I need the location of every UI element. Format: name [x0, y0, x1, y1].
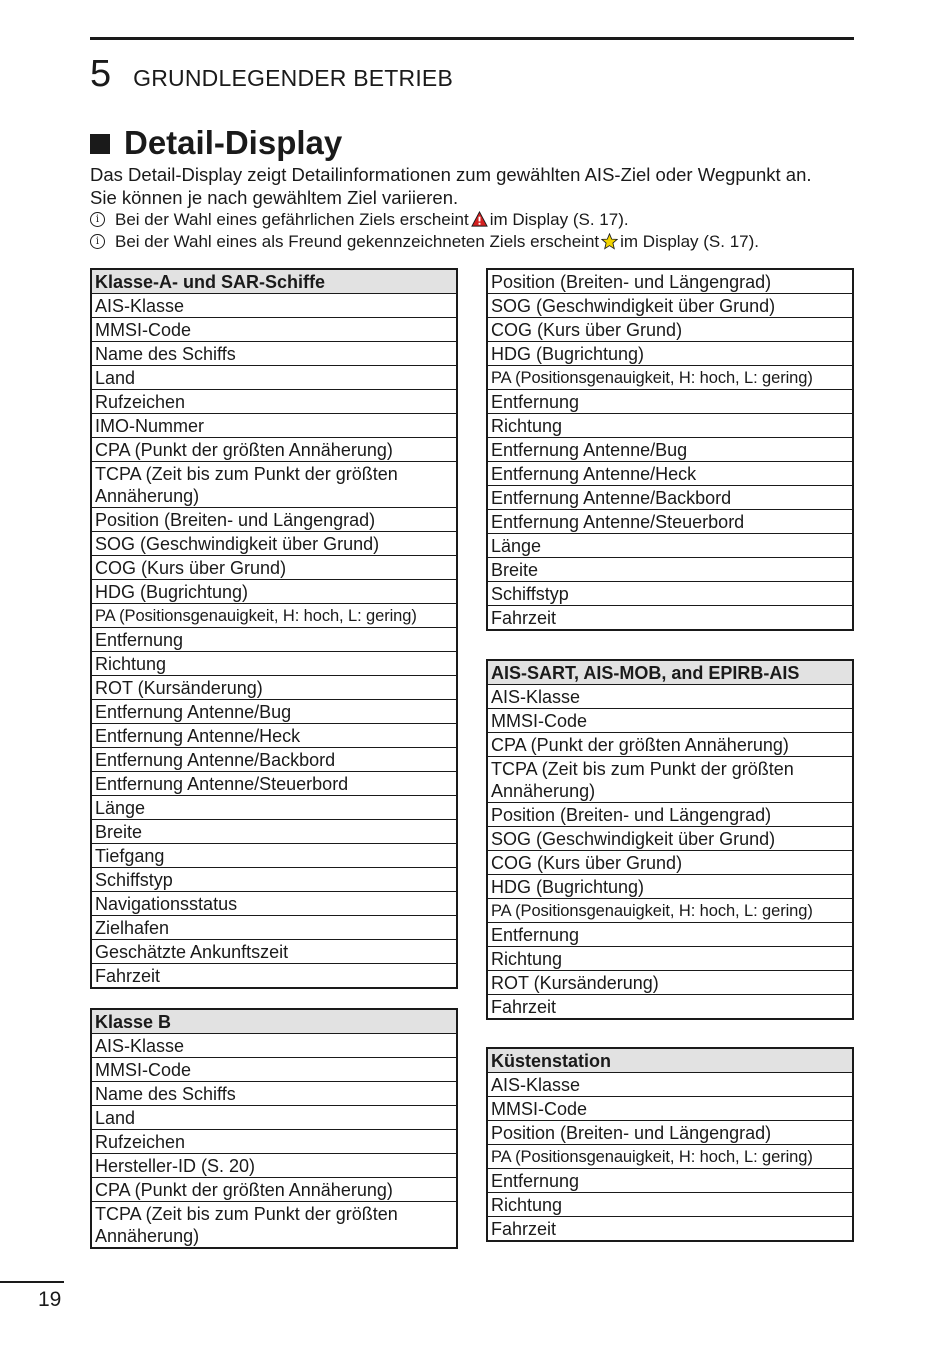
table-row: Rufzeichen — [91, 390, 457, 414]
table-row: Richtung — [487, 947, 853, 971]
table-row: MMSI-Code — [487, 1097, 853, 1121]
danger-triangle-icon — [471, 211, 488, 228]
table-row: Breite — [487, 558, 853, 582]
table-row: Position (Breiten- und Längengrad) — [487, 1121, 853, 1145]
table-row: Entfernung Antenne/Steuerbord — [487, 510, 853, 534]
table-row: AIS-Klasse — [487, 1073, 853, 1097]
table-row: AIS-Klasse — [91, 294, 457, 318]
table-row: COG (Kurs über Grund) — [91, 556, 457, 580]
table-row: Länge — [91, 796, 457, 820]
table-row: Zielhafen — [91, 916, 457, 940]
intro-line-2: Sie können je nach gewähltem Ziel variieren. — [90, 187, 459, 208]
table-row: AIS-Klasse — [91, 1034, 457, 1058]
table-row: Entfernung Antenne/Steuerbord — [91, 772, 457, 796]
table-row: Hersteller-ID (S. 20) — [91, 1154, 457, 1178]
table-row: MMSI-Code — [487, 709, 853, 733]
table-row: Tiefgang — [91, 844, 457, 868]
friend-star-icon — [601, 233, 618, 250]
table-row: Land — [91, 1106, 457, 1130]
table-row: PA (Positionsgenauigkeit, H: hoch, L: gering) — [487, 1145, 853, 1169]
table-row: Fahrzeit — [91, 964, 457, 989]
table-row: Position (Breiten- und Längengrad) — [91, 508, 457, 532]
table-row: Schiffstyp — [91, 868, 457, 892]
page-number: 19 — [38, 1288, 62, 1311]
table-row: PA (Positionsgenauigkeit, H: hoch, L: gering) — [487, 366, 853, 390]
note-danger-text-before: Bei der Wahl eines gefährlichen Ziels erscheint — [115, 210, 469, 229]
note-danger-text-after: im Display (S. 17). — [489, 210, 629, 229]
top-rule — [90, 37, 854, 40]
table-row: TCPA (Zeit bis zum Punkt der größten Annäherung) — [487, 757, 853, 803]
table-row: Entfernung — [487, 923, 853, 947]
note-friend — [90, 231, 759, 252]
table-row: Entfernung — [91, 628, 457, 652]
table-row: SOG (Geschwindigkeit über Grund) — [487, 827, 853, 851]
square-bullet-icon — [90, 134, 110, 154]
chapter-header — [90, 52, 453, 96]
table-row: Entfernung Antenne/Heck — [91, 724, 457, 748]
table-row: PA (Positionsgenauigkeit, H: hoch, L: gering) — [91, 604, 457, 628]
table-row: Entfernung Antenne/Backbord — [91, 748, 457, 772]
intro-line-1: Das Detail-Display zeigt Detailinformationen zum gewählten AIS-Ziel oder Wegpunkt an. — [90, 164, 812, 185]
table-row: CPA (Punkt der größten Annäherung) — [487, 733, 853, 757]
table-header: Küstenstation — [487, 1048, 853, 1073]
table-class-b — [90, 1008, 458, 1249]
table-row: Position (Breiten- und Längengrad) — [487, 803, 853, 827]
table-row: Fahrzeit — [487, 1217, 853, 1242]
footer-rule — [0, 1281, 64, 1283]
table-row: AIS-Klasse — [487, 685, 853, 709]
table-class-b-continued — [486, 268, 854, 631]
note-danger — [90, 209, 629, 230]
table-row: Fahrzeit — [487, 606, 853, 631]
section-heading — [90, 120, 342, 166]
info-icon: i — [90, 212, 105, 227]
table-row: PA (Positionsgenauigkeit, H: hoch, L: gering) — [487, 899, 853, 923]
table-row: Länge — [487, 534, 853, 558]
table-class-a — [90, 268, 458, 989]
table-row: Land — [91, 366, 457, 390]
table-row: MMSI-Code — [91, 1058, 457, 1082]
table-row: Entfernung Antenne/Bug — [487, 438, 853, 462]
table-row: Richtung — [487, 1193, 853, 1217]
info-icon: i — [90, 234, 105, 249]
table-row: Breite — [91, 820, 457, 844]
table-row: Entfernung — [487, 1169, 853, 1193]
table-row: Entfernung Antenne/Heck — [487, 462, 853, 486]
table-row: MMSI-Code — [91, 318, 457, 342]
chapter-number: 5 — [90, 53, 112, 95]
intro-paragraph — [90, 163, 860, 209]
table-row: SOG (Geschwindigkeit über Grund) — [487, 294, 853, 318]
table-row: Fahrzeit — [487, 995, 853, 1020]
table-row: Name des Schiffs — [91, 342, 457, 366]
table-row: Richtung — [487, 414, 853, 438]
table-row: ROT (Kursänderung) — [91, 676, 457, 700]
table-row: Entfernung Antenne/Backbord — [487, 486, 853, 510]
table-coast-station — [486, 1047, 854, 1242]
table-row: Rufzeichen — [91, 1130, 457, 1154]
table-header: AIS-SART, AIS-MOB, and EPIRB-AIS — [487, 660, 853, 685]
table-row: COG (Kurs über Grund) — [487, 318, 853, 342]
table-row: IMO-Nummer — [91, 414, 457, 438]
table-row: Richtung — [91, 652, 457, 676]
chapter-title: GRUNDLEGENDER BETRIEB — [133, 65, 454, 91]
table-row: Name des Schiffs — [91, 1082, 457, 1106]
table-header: Klasse-A- und SAR-Schiffe — [91, 269, 457, 294]
table-row: CPA (Punkt der größten Annäherung) — [91, 1178, 457, 1202]
table-row: Position (Breiten- und Längengrad) — [487, 269, 853, 294]
table-row: HDG (Bugrichtung) — [487, 875, 853, 899]
table-row: CPA (Punkt der größten Annäherung) — [91, 438, 457, 462]
table-row: TCPA (Zeit bis zum Punkt der größten Annäherung) — [91, 462, 457, 508]
note-friend-text-before: Bei der Wahl eines als Freund gekennzeichneten Ziels erscheint — [115, 232, 600, 251]
table-row: SOG (Geschwindigkeit über Grund) — [91, 532, 457, 556]
table-ais-sart — [486, 659, 854, 1020]
table-row: Navigationsstatus — [91, 892, 457, 916]
table-row: Entfernung — [487, 390, 853, 414]
table-header: Klasse B — [91, 1009, 457, 1034]
section-title: Detail-Display — [124, 124, 343, 161]
table-row: Entfernung Antenne/Bug — [91, 700, 457, 724]
table-row: TCPA (Zeit bis zum Punkt der größten Annäherung) — [91, 1202, 457, 1249]
table-row: Schiffstyp — [487, 582, 853, 606]
table-row: COG (Kurs über Grund) — [487, 851, 853, 875]
table-row: HDG (Bugrichtung) — [487, 342, 853, 366]
table-row: HDG (Bugrichtung) — [91, 580, 457, 604]
note-friend-text-after: im Display (S. 17). — [620, 232, 760, 251]
table-row: ROT (Kursänderung) — [487, 971, 853, 995]
table-row: Geschätzte Ankunftszeit — [91, 940, 457, 964]
